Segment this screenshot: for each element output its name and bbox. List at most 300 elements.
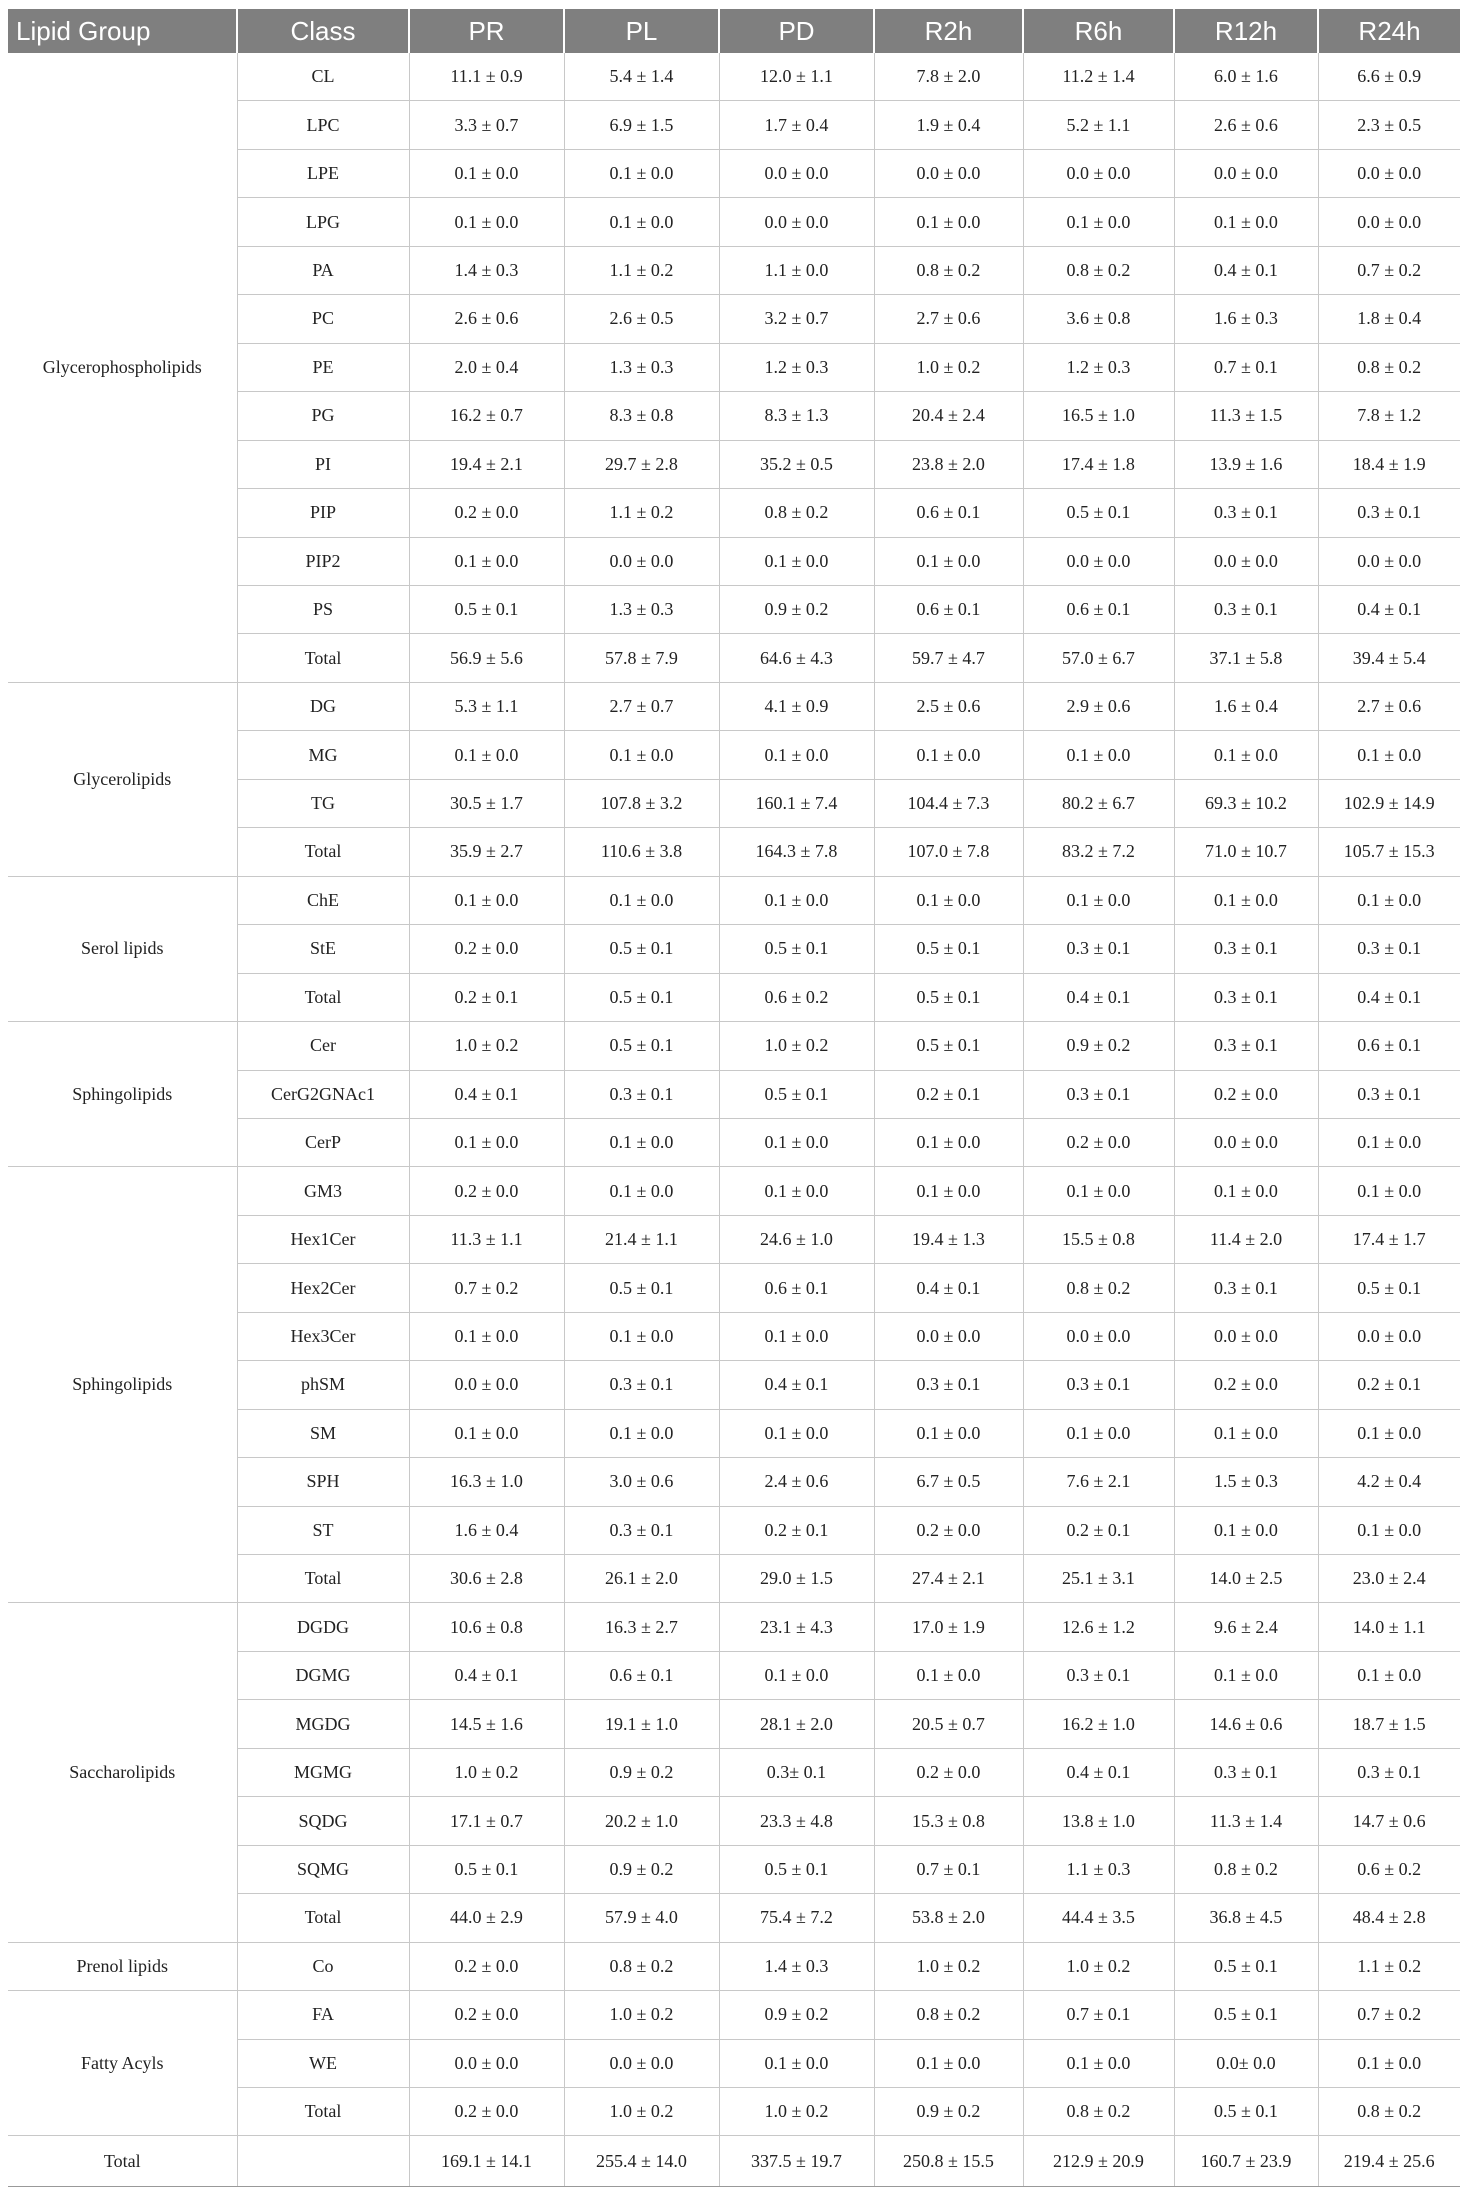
- value-cell: 6.9 ± 1.5: [564, 101, 719, 149]
- value-cell: 19.4 ± 2.1: [409, 440, 564, 488]
- value-cell: 0.1 ± 0.0: [564, 1409, 719, 1457]
- class-cell: PIP: [237, 489, 409, 537]
- value-cell: 0.3 ± 0.1: [1318, 925, 1460, 973]
- value-cell: 25.1 ± 3.1: [1023, 1555, 1174, 1603]
- value-cell: 0.3 ± 0.1: [1318, 1748, 1460, 1796]
- value-cell: 64.6 ± 4.3: [719, 634, 874, 682]
- value-cell: 0.8 ± 0.2: [1174, 1845, 1318, 1893]
- value-cell: 80.2 ± 6.7: [1023, 779, 1174, 827]
- value-cell: 0.5 ± 0.1: [719, 925, 874, 973]
- value-cell: 0.0 ± 0.0: [1318, 1312, 1460, 1360]
- value-cell: 71.0 ± 10.7: [1174, 828, 1318, 876]
- value-cell: 0.6 ± 0.1: [719, 1264, 874, 1312]
- value-cell: 7.6 ± 2.1: [1023, 1458, 1174, 1506]
- value-cell: 1.8 ± 0.4: [1318, 295, 1460, 343]
- value-cell: 0.0 ± 0.0: [719, 198, 874, 246]
- value-cell: 1.7 ± 0.4: [719, 101, 874, 149]
- column-header: R2h: [874, 9, 1023, 53]
- value-cell: 0.8 ± 0.2: [874, 1991, 1023, 2039]
- value-cell: 23.0 ± 2.4: [1318, 1555, 1460, 1603]
- value-cell: 1.0 ± 0.2: [409, 1022, 564, 1070]
- value-cell: 107.0 ± 7.8: [874, 828, 1023, 876]
- value-cell: 0.1 ± 0.0: [719, 731, 874, 779]
- value-cell: 17.4 ± 1.8: [1023, 440, 1174, 488]
- value-cell: 1.3 ± 0.3: [564, 343, 719, 391]
- value-cell: 255.4 ± 14.0: [564, 2136, 719, 2187]
- value-cell: 0.1 ± 0.0: [1023, 731, 1174, 779]
- value-cell: 69.3 ± 10.2: [1174, 779, 1318, 827]
- class-cell: DGMG: [237, 1651, 409, 1699]
- grand-total-label: Total: [8, 2136, 237, 2187]
- value-cell: 0.1 ± 0.0: [564, 149, 719, 197]
- value-cell: 0.1 ± 0.0: [719, 1409, 874, 1457]
- value-cell: 11.3 ± 1.1: [409, 1215, 564, 1263]
- value-cell: 30.6 ± 2.8: [409, 1555, 564, 1603]
- value-cell: 4.1 ± 0.9: [719, 682, 874, 730]
- value-cell: 13.9 ± 1.6: [1174, 440, 1318, 488]
- value-cell: 1.4 ± 0.3: [409, 246, 564, 294]
- value-cell: 0.2 ± 0.0: [409, 489, 564, 537]
- value-cell: 0.1 ± 0.0: [874, 2039, 1023, 2087]
- value-cell: 5.3 ± 1.1: [409, 682, 564, 730]
- value-cell: 48.4 ± 2.8: [1318, 1894, 1460, 1942]
- value-cell: 28.1 ± 2.0: [719, 1700, 874, 1748]
- value-cell: 1.5 ± 0.3: [1174, 1458, 1318, 1506]
- value-cell: 1.2 ± 0.3: [719, 343, 874, 391]
- value-cell: 0.5 ± 0.1: [874, 925, 1023, 973]
- value-cell: 0.0 ± 0.0: [564, 537, 719, 585]
- value-cell: 0.0 ± 0.0: [1174, 537, 1318, 585]
- class-cell: CerG2GNAc1: [237, 1070, 409, 1118]
- value-cell: 0.0 ± 0.0: [564, 2039, 719, 2087]
- class-cell: DGDG: [237, 1603, 409, 1651]
- value-cell: 0.4 ± 0.1: [409, 1651, 564, 1699]
- lipid-group-cell: Sphingolipids: [8, 1022, 237, 1167]
- value-cell: 0.4 ± 0.1: [874, 1264, 1023, 1312]
- class-cell: LPE: [237, 149, 409, 197]
- value-cell: 0.0 ± 0.0: [1318, 537, 1460, 585]
- value-cell: 0.7 ± 0.1: [1023, 1991, 1174, 2039]
- value-cell: 250.8 ± 15.5: [874, 2136, 1023, 2187]
- value-cell: 0.5 ± 0.1: [1174, 1942, 1318, 1990]
- value-cell: 0.1 ± 0.0: [1174, 1506, 1318, 1554]
- value-cell: 11.4 ± 2.0: [1174, 1215, 1318, 1263]
- class-cell: Cer: [237, 1022, 409, 1070]
- value-cell: 0.4 ± 0.1: [1023, 973, 1174, 1021]
- value-cell: 15.5 ± 0.8: [1023, 1215, 1174, 1263]
- value-cell: 14.0 ± 2.5: [1174, 1555, 1318, 1603]
- class-cell: [237, 2136, 409, 2187]
- value-cell: 10.6 ± 0.8: [409, 1603, 564, 1651]
- value-cell: 0.3 ± 0.1: [564, 1070, 719, 1118]
- class-cell: PE: [237, 343, 409, 391]
- value-cell: 26.1 ± 2.0: [564, 1555, 719, 1603]
- value-cell: 1.4 ± 0.3: [719, 1942, 874, 1990]
- value-cell: 105.7 ± 15.3: [1318, 828, 1460, 876]
- value-cell: 0.1 ± 0.0: [719, 1651, 874, 1699]
- value-cell: 0.0 ± 0.0: [409, 1361, 564, 1409]
- class-cell: Total: [237, 634, 409, 682]
- value-cell: 160.7 ± 23.9: [1174, 2136, 1318, 2187]
- value-cell: 0.1 ± 0.0: [1023, 876, 1174, 924]
- value-cell: 20.5 ± 0.7: [874, 1700, 1023, 1748]
- value-cell: 57.9 ± 4.0: [564, 1894, 719, 1942]
- value-cell: 0.1 ± 0.0: [874, 876, 1023, 924]
- lipid-group-cell: Saccharolipids: [8, 1603, 237, 1942]
- value-cell: 0.1 ± 0.0: [1023, 2039, 1174, 2087]
- value-cell: 0.5 ± 0.1: [874, 1022, 1023, 1070]
- value-cell: 0.0 ± 0.0: [1174, 149, 1318, 197]
- value-cell: 0.2 ± 0.1: [1318, 1361, 1460, 1409]
- value-cell: 0.9 ± 0.2: [1023, 1022, 1174, 1070]
- class-cell: Total: [237, 1894, 409, 1942]
- value-cell: 16.5 ± 1.0: [1023, 392, 1174, 440]
- value-cell: 0.1 ± 0.0: [1174, 198, 1318, 246]
- value-cell: 3.0 ± 0.6: [564, 1458, 719, 1506]
- class-cell: PIP2: [237, 537, 409, 585]
- value-cell: 0.1 ± 0.0: [874, 1409, 1023, 1457]
- value-cell: 0.0 ± 0.0: [409, 2039, 564, 2087]
- value-cell: 0.1 ± 0.0: [1318, 1506, 1460, 1554]
- value-cell: 14.6 ± 0.6: [1174, 1700, 1318, 1748]
- value-cell: 1.0 ± 0.2: [409, 1748, 564, 1796]
- value-cell: 0.6 ± 0.1: [874, 585, 1023, 633]
- value-cell: 0.1 ± 0.0: [1318, 1118, 1460, 1166]
- value-cell: 35.9 ± 2.7: [409, 828, 564, 876]
- value-cell: 1.0 ± 0.2: [564, 2088, 719, 2136]
- value-cell: 11.3 ± 1.5: [1174, 392, 1318, 440]
- value-cell: 0.2 ± 0.0: [409, 1942, 564, 1990]
- class-cell: Total: [237, 973, 409, 1021]
- value-cell: 20.4 ± 2.4: [874, 392, 1023, 440]
- column-header: PR: [409, 9, 564, 53]
- value-cell: 5.2 ± 1.1: [1023, 101, 1174, 149]
- lipid-table: [8, 9, 1460, 2187]
- value-cell: 0.2 ± 0.0: [409, 925, 564, 973]
- class-cell: CL: [237, 53, 409, 101]
- class-cell: WE: [237, 2039, 409, 2087]
- class-cell: SQDG: [237, 1797, 409, 1845]
- value-cell: 37.1 ± 5.8: [1174, 634, 1318, 682]
- value-cell: 0.1 ± 0.0: [1318, 1409, 1460, 1457]
- value-cell: 0.7 ± 0.2: [1318, 246, 1460, 294]
- value-cell: 0.5 ± 0.1: [564, 1022, 719, 1070]
- value-cell: 0.1 ± 0.0: [409, 1409, 564, 1457]
- value-cell: 0.0 ± 0.0: [1023, 149, 1174, 197]
- value-cell: 0.5 ± 0.1: [1174, 1991, 1318, 2039]
- value-cell: 0.2 ± 0.0: [874, 1506, 1023, 1554]
- value-cell: 14.5 ± 1.6: [409, 1700, 564, 1748]
- class-cell: Hex2Cer: [237, 1264, 409, 1312]
- value-cell: 2.6 ± 0.6: [1174, 101, 1318, 149]
- value-cell: 0.1 ± 0.0: [719, 876, 874, 924]
- value-cell: 0.4 ± 0.1: [1174, 246, 1318, 294]
- value-cell: 0.5 ± 0.1: [719, 1845, 874, 1893]
- class-cell: LPG: [237, 198, 409, 246]
- value-cell: 0.1 ± 0.0: [1174, 1651, 1318, 1699]
- value-cell: 0.9 ± 0.2: [719, 585, 874, 633]
- lipid-group-cell: Fatty Acyls: [8, 1991, 237, 2136]
- class-cell: PC: [237, 295, 409, 343]
- value-cell: 0.1 ± 0.0: [1318, 731, 1460, 779]
- value-cell: 1.0 ± 0.2: [874, 1942, 1023, 1990]
- class-cell: Total: [237, 828, 409, 876]
- class-cell: StE: [237, 925, 409, 973]
- value-cell: 6.7 ± 0.5: [874, 1458, 1023, 1506]
- value-cell: 0.2 ± 0.1: [874, 1070, 1023, 1118]
- value-cell: 0.0 ± 0.0: [1174, 1312, 1318, 1360]
- value-cell: 0.2 ± 0.0: [409, 1167, 564, 1215]
- value-cell: 0.8 ± 0.2: [1318, 2088, 1460, 2136]
- class-cell: FA: [237, 1991, 409, 2039]
- table-header: [8, 9, 1460, 53]
- value-cell: 1.0 ± 0.2: [1023, 1942, 1174, 1990]
- value-cell: 3.3 ± 0.7: [409, 101, 564, 149]
- class-cell: phSM: [237, 1361, 409, 1409]
- value-cell: 0.2 ± 0.0: [409, 2088, 564, 2136]
- value-cell: 0.0 ± 0.0: [1318, 198, 1460, 246]
- value-cell: 16.3 ± 1.0: [409, 1458, 564, 1506]
- value-cell: 0.5 ± 0.1: [1318, 1264, 1460, 1312]
- value-cell: 27.4 ± 2.1: [874, 1555, 1023, 1603]
- value-cell: 0.3 ± 0.1: [1174, 585, 1318, 633]
- value-cell: 0.1 ± 0.0: [719, 537, 874, 585]
- value-cell: 14.7 ± 0.6: [1318, 1797, 1460, 1845]
- value-cell: 59.7 ± 4.7: [874, 634, 1023, 682]
- class-cell: ChE: [237, 876, 409, 924]
- value-cell: 0.1 ± 0.0: [564, 876, 719, 924]
- column-header: PD: [719, 9, 874, 53]
- class-cell: PI: [237, 440, 409, 488]
- value-cell: 0.1 ± 0.0: [719, 2039, 874, 2087]
- value-cell: 0.5 ± 0.1: [564, 973, 719, 1021]
- column-header: Class: [237, 9, 409, 53]
- value-cell: 0.2 ± 0.1: [409, 973, 564, 1021]
- class-cell: Total: [237, 2088, 409, 2136]
- value-cell: 56.9 ± 5.6: [409, 634, 564, 682]
- value-cell: 0.1 ± 0.0: [409, 1118, 564, 1166]
- table-body: [8, 53, 1460, 2187]
- value-cell: 0.3 ± 0.1: [1023, 1651, 1174, 1699]
- value-cell: 1.6 ± 0.4: [1174, 682, 1318, 730]
- value-cell: 11.3 ± 1.4: [1174, 1797, 1318, 1845]
- value-cell: 107.8 ± 3.2: [564, 779, 719, 827]
- table-row: [8, 682, 1460, 730]
- value-cell: 0.1 ± 0.0: [874, 1167, 1023, 1215]
- value-cell: 2.7 ± 0.6: [874, 295, 1023, 343]
- value-cell: 0.0 ± 0.0: [1023, 1312, 1174, 1360]
- value-cell: 212.9 ± 20.9: [1023, 2136, 1174, 2187]
- value-cell: 1.0 ± 0.2: [719, 1022, 874, 1070]
- value-cell: 0.1 ± 0.0: [719, 1312, 874, 1360]
- value-cell: 0.8 ± 0.2: [874, 246, 1023, 294]
- class-cell: CerP: [237, 1118, 409, 1166]
- value-cell: 0.9 ± 0.2: [719, 1991, 874, 2039]
- value-cell: 23.3 ± 4.8: [719, 1797, 874, 1845]
- value-cell: 2.4 ± 0.6: [719, 1458, 874, 1506]
- value-cell: 11.1 ± 0.9: [409, 53, 564, 101]
- value-cell: 1.1 ± 0.2: [564, 489, 719, 537]
- class-cell: LPC: [237, 101, 409, 149]
- value-cell: 0.3 ± 0.1: [1023, 925, 1174, 973]
- class-cell: MG: [237, 731, 409, 779]
- value-cell: 0.3 ± 0.1: [1023, 1361, 1174, 1409]
- value-cell: 0.3 ± 0.1: [1318, 1070, 1460, 1118]
- value-cell: 0.1 ± 0.0: [409, 537, 564, 585]
- value-cell: 0.4 ± 0.1: [1023, 1748, 1174, 1796]
- table-row: [8, 53, 1460, 101]
- value-cell: 2.5 ± 0.6: [874, 682, 1023, 730]
- value-cell: 1.0 ± 0.2: [719, 2088, 874, 2136]
- value-cell: 1.0 ± 0.2: [874, 343, 1023, 391]
- value-cell: 6.0 ± 1.6: [1174, 53, 1318, 101]
- value-cell: 0.4 ± 0.1: [719, 1361, 874, 1409]
- value-cell: 0.1 ± 0.0: [409, 149, 564, 197]
- value-cell: 36.8 ± 4.5: [1174, 1894, 1318, 1942]
- value-cell: 0.8 ± 0.2: [719, 489, 874, 537]
- value-cell: 0.5 ± 0.1: [874, 973, 1023, 1021]
- class-cell: Hex1Cer: [237, 1215, 409, 1263]
- value-cell: 0.1 ± 0.0: [1318, 1651, 1460, 1699]
- value-cell: 16.2 ± 1.0: [1023, 1700, 1174, 1748]
- class-cell: SPH: [237, 1458, 409, 1506]
- value-cell: 0.1 ± 0.0: [564, 1312, 719, 1360]
- lipid-group-cell: Prenol lipids: [8, 1942, 237, 1990]
- value-cell: 0.6 ± 0.1: [1023, 585, 1174, 633]
- value-cell: 1.6 ± 0.4: [409, 1506, 564, 1554]
- value-cell: 110.6 ± 3.8: [564, 828, 719, 876]
- value-cell: 0.9 ± 0.2: [564, 1748, 719, 1796]
- value-cell: 19.1 ± 1.0: [564, 1700, 719, 1748]
- table-row: [8, 1942, 1460, 1990]
- value-cell: 29.0 ± 1.5: [719, 1555, 874, 1603]
- value-cell: 23.8 ± 2.0: [874, 440, 1023, 488]
- value-cell: 0.5 ± 0.1: [719, 1070, 874, 1118]
- class-cell: ST: [237, 1506, 409, 1554]
- value-cell: 0.8 ± 0.2: [1023, 2088, 1174, 2136]
- value-cell: 0.4 ± 0.1: [1318, 585, 1460, 633]
- class-cell: SM: [237, 1409, 409, 1457]
- header-row: [8, 9, 1460, 53]
- value-cell: 1.1 ± 0.2: [1318, 1942, 1460, 1990]
- value-cell: 1.1 ± 0.0: [719, 246, 874, 294]
- value-cell: 0.1 ± 0.0: [1023, 1167, 1174, 1215]
- value-cell: 160.1 ± 7.4: [719, 779, 874, 827]
- value-cell: 7.8 ± 1.2: [1318, 392, 1460, 440]
- value-cell: 11.2 ± 1.4: [1023, 53, 1174, 101]
- value-cell: 8.3 ± 0.8: [564, 392, 719, 440]
- value-cell: 0.2 ± 0.0: [1174, 1361, 1318, 1409]
- value-cell: 0.7 ± 0.2: [409, 1264, 564, 1312]
- value-cell: 0.1 ± 0.0: [874, 537, 1023, 585]
- value-cell: 0.1 ± 0.0: [564, 198, 719, 246]
- value-cell: 0.3 ± 0.1: [564, 1506, 719, 1554]
- value-cell: 0.1 ± 0.0: [409, 1312, 564, 1360]
- value-cell: 0.1 ± 0.0: [1174, 1167, 1318, 1215]
- value-cell: 44.0 ± 2.9: [409, 1894, 564, 1942]
- value-cell: 337.5 ± 19.7: [719, 2136, 874, 2187]
- class-cell: PA: [237, 246, 409, 294]
- value-cell: 1.1 ± 0.2: [564, 246, 719, 294]
- value-cell: 17.0 ± 1.9: [874, 1603, 1023, 1651]
- value-cell: 0.3 ± 0.1: [1174, 1748, 1318, 1796]
- value-cell: 57.0 ± 6.7: [1023, 634, 1174, 682]
- value-cell: 0.6 ± 0.1: [1318, 1022, 1460, 1070]
- value-cell: 0.1 ± 0.0: [409, 198, 564, 246]
- value-cell: 6.6 ± 0.9: [1318, 53, 1460, 101]
- column-header: R12h: [1174, 9, 1318, 53]
- value-cell: 164.3 ± 7.8: [719, 828, 874, 876]
- value-cell: 75.4 ± 7.2: [719, 1894, 874, 1942]
- value-cell: 0.0 ± 0.0: [874, 1312, 1023, 1360]
- value-cell: 0.1 ± 0.0: [1174, 876, 1318, 924]
- value-cell: 0.7 ± 0.1: [874, 1845, 1023, 1893]
- value-cell: 1.6 ± 0.3: [1174, 295, 1318, 343]
- value-cell: 12.0 ± 1.1: [719, 53, 874, 101]
- value-cell: 102.9 ± 14.9: [1318, 779, 1460, 827]
- value-cell: 0.2 ± 0.0: [1023, 1118, 1174, 1166]
- value-cell: 0.3 ± 0.1: [1174, 973, 1318, 1021]
- column-header: PL: [564, 9, 719, 53]
- value-cell: 5.4 ± 1.4: [564, 53, 719, 101]
- value-cell: 0.1 ± 0.0: [719, 1167, 874, 1215]
- value-cell: 3.6 ± 0.8: [1023, 295, 1174, 343]
- value-cell: 0.6 ± 0.1: [874, 489, 1023, 537]
- value-cell: 0.1 ± 0.0: [874, 198, 1023, 246]
- value-cell: 14.0 ± 1.1: [1318, 1603, 1460, 1651]
- value-cell: 0.3 ± 0.1: [874, 1361, 1023, 1409]
- value-cell: 44.4 ± 3.5: [1023, 1894, 1174, 1942]
- lipid-group-cell: Glycerolipids: [8, 682, 237, 876]
- value-cell: 18.7 ± 1.5: [1318, 1700, 1460, 1748]
- value-cell: 16.3 ± 2.7: [564, 1603, 719, 1651]
- value-cell: 0.1 ± 0.0: [719, 1118, 874, 1166]
- class-cell: MGMG: [237, 1748, 409, 1796]
- value-cell: 0.0 ± 0.0: [874, 149, 1023, 197]
- value-cell: 0.1 ± 0.0: [874, 1651, 1023, 1699]
- value-cell: 0.3 ± 0.1: [1174, 925, 1318, 973]
- value-cell: 0.3 ± 0.1: [564, 1361, 719, 1409]
- value-cell: 219.4 ± 25.6: [1318, 2136, 1460, 2187]
- value-cell: 0.5 ± 0.1: [564, 1264, 719, 1312]
- value-cell: 0.3 ± 0.1: [1174, 1264, 1318, 1312]
- class-cell: MGDG: [237, 1700, 409, 1748]
- class-cell: TG: [237, 779, 409, 827]
- column-header: R24h: [1318, 9, 1460, 53]
- value-cell: 12.6 ± 1.2: [1023, 1603, 1174, 1651]
- value-cell: 57.8 ± 7.9: [564, 634, 719, 682]
- column-header: R6h: [1023, 9, 1174, 53]
- value-cell: 0.8 ± 0.2: [1023, 1264, 1174, 1312]
- value-cell: 0.5 ± 0.1: [1023, 489, 1174, 537]
- value-cell: 0.1 ± 0.0: [1023, 1409, 1174, 1457]
- value-cell: 17.4 ± 1.7: [1318, 1215, 1460, 1263]
- value-cell: 8.3 ± 1.3: [719, 392, 874, 440]
- value-cell: 0.8 ± 0.2: [1023, 246, 1174, 294]
- value-cell: 0.1 ± 0.0: [1318, 876, 1460, 924]
- value-cell: 0.5 ± 0.1: [409, 585, 564, 633]
- value-cell: 21.4 ± 1.1: [564, 1215, 719, 1263]
- value-cell: 0.8 ± 0.2: [564, 1942, 719, 1990]
- value-cell: 9.6 ± 2.4: [1174, 1603, 1318, 1651]
- value-cell: 0.1 ± 0.0: [1023, 198, 1174, 246]
- value-cell: 2.6 ± 0.5: [564, 295, 719, 343]
- class-cell: Total: [237, 1555, 409, 1603]
- class-cell: SQMG: [237, 1845, 409, 1893]
- value-cell: 30.5 ± 1.7: [409, 779, 564, 827]
- grand-total-row: [8, 2136, 1460, 2187]
- value-cell: 0.2 ± 0.1: [1023, 1506, 1174, 1554]
